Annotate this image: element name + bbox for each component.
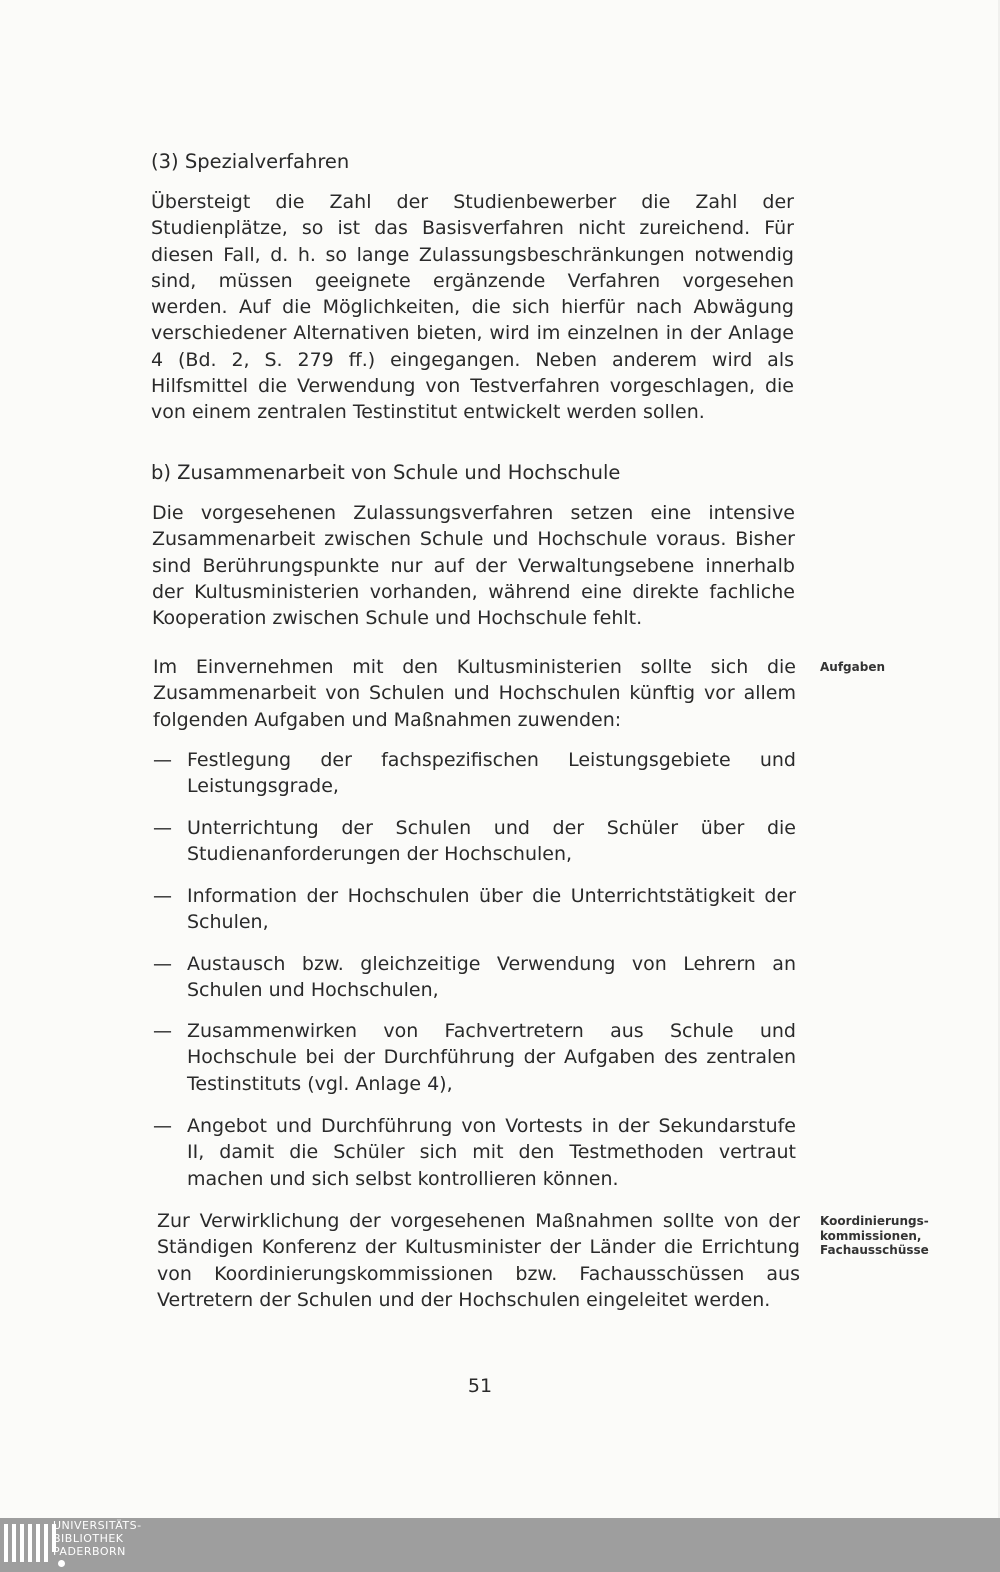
list-item: [153, 1113, 796, 1192]
list-item-text: Unterrichtung der Schulen und der Schüler über die Studienanforderungen der Hochschulen,: [187, 817, 796, 866]
list-item-text: Festlegung der fachspezifischen Leistungsgebiete und Leistungsgrade,: [187, 749, 796, 798]
section-heading-zusammenarbeit: b) Zusammenarbeit von Schule und Hochschule: [151, 461, 621, 484]
section-heading-spezialverfahren: (3) Spezialverfahren: [151, 150, 350, 173]
margin-note-aufgaben: Aufgaben: [820, 660, 886, 674]
paragraph-spezialverfahren: Übersteigt die Zahl der Studienbewerber die Zahl der Studienplätze, so ist das Basisverfahren nicht zureichend. Für diesen Fall, d. h. so lange Zulassungsbeschränkungen notwendig sind, müssen geeignete ergänzende Verfahren vorgesehen werden. Auf die Möglichkeiten, die sich hierfür nach Abwägung verschiedener Alternativen bieten, wird im einzelnen in der Anlage 4 (Bd. 2, S. 279 ff.) eingegangen. Neben anderem wird als Hilfsmittel die Verwendung von Testverfahren vorgeschlagen, die von einem zentralen Testinstitut entwickelt werden sollen.: [151, 191, 794, 424]
margin-note-line: Koordinierungs-: [820, 1214, 929, 1228]
paragraph-aufgaben-intro: Im Einvernehmen mit den Kultusministerien sollte sich die Zusammenarbeit von Schulen und Hochschulen künftig vor allem folgenden Aufgaben und Maßnahmen zuwenden:: [153, 656, 796, 731]
list-item-text: Angebot und Durchführung von Vortests in der Sekundarstufe II, damit die Schüler sich mit den Testmethoden vertraut machen und sich selbst kontrollieren können.: [187, 1115, 796, 1190]
bullet-dash: —: [153, 749, 172, 771]
page-number: 51: [467, 1375, 493, 1397]
list-item: [153, 747, 796, 800]
paragraph-zusammenarbeit-intro: Die vorgesehenen Zulassungsverfahren setzen eine intensive Zusammenarbeit zwischen Schule und Hochschule voraus. Bisher sind Berührungspunkte nur auf der Verwaltungsebene innerhalb der Kultusministerien vorhanden, während eine direkte fachliche Kooperation zwischen Schule und Hochschule fehlt.: [152, 502, 795, 630]
margin-note-line: Fachausschüsse: [820, 1243, 929, 1257]
list-item-text: Information der Hochschulen über die Unterrichtstätigkeit der Schulen,: [187, 885, 796, 934]
list-item: [153, 951, 796, 1004]
library-name-line: BIBLIOTHEK: [53, 1532, 124, 1545]
paragraph-koordinierung: Zur Verwirklichung der vorgesehenen Maßnahmen sollte von der Ständigen Konferenz der Kultusminister der Länder die Errichtung von Koordinierungskommissionen bzw. Fachausschüssen aus Vertretern der Schulen und der Hochschulen eingeleitet werden.: [157, 1210, 800, 1311]
library-name-line: PADERBORN: [53, 1545, 126, 1558]
library-name: [53, 1519, 142, 1558]
bullet-dash: —: [153, 817, 172, 839]
list-item-text: Austausch bzw. gleichzeitige Verwendung von Lehrern an Schulen und Hochschulen,: [187, 953, 796, 1002]
margin-note-koordinierung: [820, 1214, 945, 1258]
library-name-line: UNIVERSITÄTS-: [53, 1519, 142, 1532]
bullet-dash: —: [153, 885, 172, 907]
library-footer: [0, 1518, 1000, 1572]
list-item: [153, 883, 796, 936]
list-item: [153, 815, 796, 868]
list-item-text: Zusammenwirken von Fachvertretern aus Schule und Hochschule bei der Durchführung der Aufgaben des zentralen Testinstituts (vgl. Anlage 4),: [187, 1020, 796, 1095]
margin-note-line: kommissionen,: [820, 1228, 922, 1243]
list-item: [153, 1018, 796, 1097]
bullet-dash: —: [153, 1020, 172, 1042]
bullet-dash: —: [153, 1115, 172, 1137]
bullet-dash: —: [153, 953, 172, 975]
